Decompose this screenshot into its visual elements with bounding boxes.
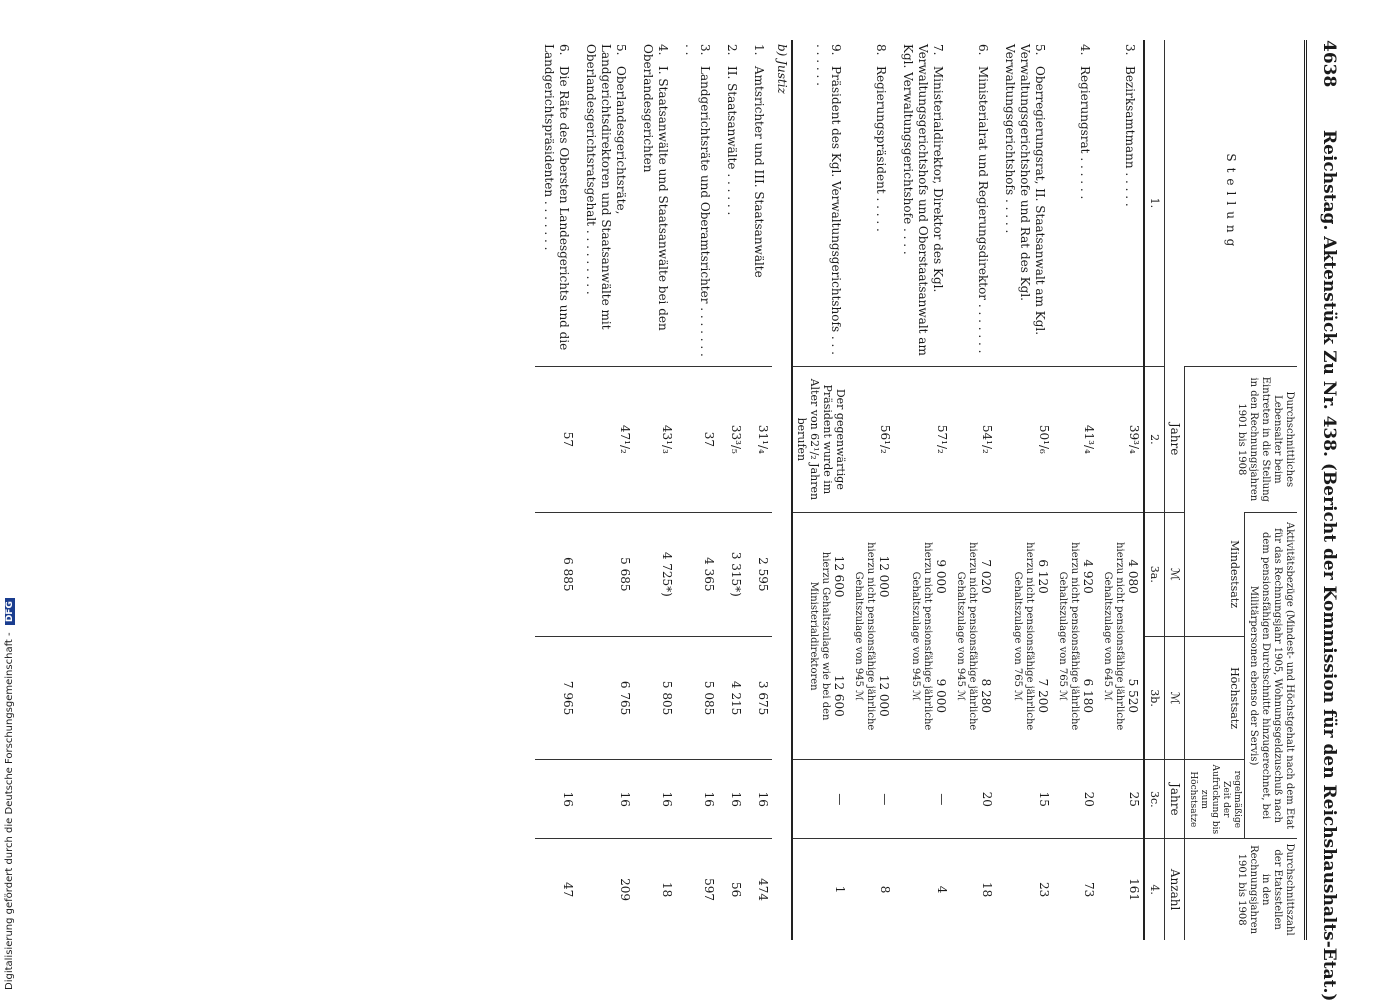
stellung-cell bbox=[745, 40, 772, 366]
mindestsatz-value: 12 600 bbox=[832, 555, 846, 598]
stellung-text: Oberregierungsrat, II. Staatsanwalt am Kgl. Verwaltungsgerichtshofe und Rat des Kgl. Verwaltungsgerichtshofs . . . . . bbox=[1003, 44, 1047, 336]
table-row bbox=[745, 40, 772, 940]
stellung-cell bbox=[718, 40, 745, 366]
hoechstsatz-value: 7 200 bbox=[1036, 678, 1050, 713]
stellung-text: Amtsrichter und III. Staatsanwälte bbox=[752, 66, 766, 278]
gehalt-cell bbox=[849, 512, 894, 759]
zeit-value: 16 bbox=[577, 760, 634, 839]
stellung-text: Oberlandesgerichtsräte, Landgerichtsdirektoren und Staatsanwälte mit Oberlandesgerichtsratsgehalt . . . . . . . . . bbox=[584, 44, 628, 330]
row-number: 1. bbox=[752, 44, 766, 56]
stellung-text: Regierungspräsident . . . . . bbox=[874, 66, 888, 232]
row-number: 3. bbox=[698, 44, 712, 56]
zeit-value: 20 bbox=[1053, 760, 1098, 839]
mindestsatz-value: 4 920 bbox=[1081, 559, 1095, 594]
anzahl-value: 8 bbox=[849, 839, 894, 940]
alter-cell: 39³/₄ bbox=[1098, 366, 1144, 512]
zeit-value: 25 bbox=[1098, 760, 1144, 839]
salary-table bbox=[535, 40, 1297, 940]
mindestsatz-value: 6 885 bbox=[535, 512, 577, 636]
anzahl-value: 4 bbox=[894, 839, 951, 940]
anzahl-value: 209 bbox=[577, 839, 634, 940]
table-row bbox=[951, 40, 996, 940]
hoechstsatz-value: 5 085 bbox=[676, 636, 718, 760]
gehaltszulage-note: hierzu Gehaltszulage wie bei den Ministerialdirektoren bbox=[808, 551, 831, 721]
table-row bbox=[535, 40, 577, 940]
row-number: 6. bbox=[557, 44, 571, 56]
row-number: 4. bbox=[1078, 44, 1092, 56]
mindestsatz-value: 3 315*) bbox=[718, 512, 745, 636]
hoechstsatz-value: 4 215 bbox=[718, 636, 745, 760]
zeit-value: 20 bbox=[951, 760, 996, 839]
alter-cell: 54¹/₂ bbox=[951, 366, 996, 512]
header-durchschnittszahl: Durchschnittszahl der Etatsstellen in den Rechnungsjahren 1901 bis 1908 bbox=[1185, 839, 1298, 940]
stellung-cell bbox=[676, 40, 718, 366]
zeit-value: 16 bbox=[676, 760, 718, 839]
colnum-3c: 3c. bbox=[1144, 760, 1165, 839]
zeit-value: 16 bbox=[535, 760, 577, 839]
gehaltszulage-note: hierzu nicht pensionsfähige jährliche Gehaltszulage von 765 ℳ bbox=[1012, 542, 1035, 731]
alter-cell: 33³/₅ bbox=[718, 366, 745, 512]
anzahl-value: 47 bbox=[535, 839, 577, 940]
gehaltszulage-note: hierzu nicht pensionsfähige jährliche Gehaltszulage von 645 ℳ bbox=[1102, 542, 1125, 731]
alter-cell: 41³/₄ bbox=[1053, 366, 1098, 512]
gehaltszulage-note: hierzu nicht pensionsfähige jährliche Gehaltszulage von 945 ℳ bbox=[955, 542, 978, 731]
gehalt-cell bbox=[951, 512, 996, 759]
alter-cell: 57¹/₂ bbox=[894, 366, 951, 512]
anzahl-value: 73 bbox=[1053, 839, 1098, 940]
row-number: 8. bbox=[874, 44, 888, 56]
mindestsatz-value: 4 080 bbox=[1126, 559, 1140, 594]
section-b-label: b) Justiz bbox=[772, 40, 792, 940]
zeit-value: — bbox=[792, 760, 849, 839]
header-rule bbox=[1304, 40, 1307, 940]
gehaltszulage-note: hierzu nicht pensionsfähige jährliche Gehaltszulage von 945 ℳ bbox=[910, 542, 933, 731]
mindestsatz-value: 5 685 bbox=[577, 512, 634, 636]
header-zeit: regelmäßige Zeit der Aufrückung bis zum Höchstsatze bbox=[1185, 760, 1245, 839]
gehalt-cell bbox=[894, 512, 951, 759]
stellung-text: Die Räte des Obersten Landesgerichts und die Landgerichtspräsidenten . . . . . . . bbox=[542, 44, 571, 351]
mindestsatz-value: 4 365 bbox=[676, 512, 718, 636]
anzahl-value: 23 bbox=[996, 839, 1053, 940]
stellung-cell bbox=[996, 40, 1053, 366]
anzahl-value: 161 bbox=[1098, 839, 1144, 940]
unit-jahre: Jahre bbox=[1165, 366, 1185, 512]
zeit-value: — bbox=[849, 760, 894, 839]
alter-cell: 47¹/₂ bbox=[577, 366, 634, 512]
gehalt-cell bbox=[1098, 512, 1144, 759]
gehalt-cell bbox=[1053, 512, 1098, 759]
alter-cell: 57 bbox=[535, 366, 577, 512]
hoechstsatz-value: 8 280 bbox=[979, 678, 993, 713]
header-anzahl: Anzahl bbox=[1165, 839, 1185, 940]
gehalt-cell bbox=[792, 512, 849, 759]
stellung-cell bbox=[792, 40, 849, 366]
stellung-text: I. Staatsanwälte und Staatsanwälte bei den Oberlandesgerichten bbox=[641, 44, 670, 331]
digitization-credit bbox=[0, 0, 30, 1000]
rotated-sheet bbox=[45, 40, 1345, 1001]
dfg-logo: DFG bbox=[5, 598, 15, 625]
table-row bbox=[634, 40, 676, 940]
anzahl-value: 18 bbox=[951, 839, 996, 940]
colnum-4: 4. bbox=[1144, 839, 1165, 940]
hoechstsatz-value: 5 520 bbox=[1126, 678, 1140, 713]
header-stellung: Stellung bbox=[1165, 40, 1298, 366]
hoechstsatz-value: 5 805 bbox=[634, 636, 676, 760]
rows-section-a bbox=[792, 40, 1144, 940]
header-hoechstsatz: Höchstsatz bbox=[1185, 636, 1245, 760]
stellung-cell bbox=[951, 40, 996, 366]
section-b-row bbox=[772, 40, 792, 940]
column-numbers bbox=[1144, 40, 1165, 940]
table-row bbox=[676, 40, 718, 940]
mindestsatz-value: 7 020 bbox=[979, 559, 993, 594]
unit-mark-max: ℳ bbox=[1165, 636, 1185, 760]
colnum-3b: 3b. bbox=[1144, 636, 1165, 760]
hoechstsatz-value: 12 000 bbox=[877, 674, 891, 717]
row-number: 4. bbox=[656, 44, 670, 56]
mindestsatz-value: 9 000 bbox=[934, 559, 948, 594]
stellung-text: Ministerialdirektor, Direktor des Kgl. Verwaltungsgerichtshofs und Oberstaatsanwalt am Kgl. Verwaltungsgerichtshofe . . . . bbox=[901, 44, 945, 356]
zeit-value: 15 bbox=[996, 760, 1053, 839]
row-number: 5. bbox=[614, 44, 628, 56]
row-number: 6. bbox=[976, 44, 990, 56]
zeit-value: 16 bbox=[634, 760, 676, 839]
row-number: 7. bbox=[931, 44, 945, 56]
stellung-text: II. Staatsanwälte . . . . . . bbox=[725, 66, 739, 216]
page-header bbox=[1307, 40, 1345, 1001]
table-row bbox=[849, 40, 894, 940]
unit-mark-min: ℳ bbox=[1165, 512, 1185, 636]
stellung-text: Landgerichtsräte und Oberamtsrichter . . . . . . . . . bbox=[683, 44, 712, 357]
stellung-text: Ministerialrat und Regierungsdirektor . . . . . . . bbox=[976, 66, 990, 354]
alter-cell: 31¹/₄ bbox=[745, 366, 772, 512]
hoechstsatz-value: 6 765 bbox=[577, 636, 634, 760]
credit-text: Digitalisierung gefördert durch die Deutsche Forschungsgemeinschaft - bbox=[4, 632, 15, 990]
colnum-1: 1. bbox=[1144, 40, 1165, 366]
row-number: 5. bbox=[1033, 44, 1047, 56]
page-number: 4638 bbox=[1319, 40, 1339, 88]
colnum-3a: 3a. bbox=[1144, 512, 1165, 636]
anzahl-value: 56 bbox=[718, 839, 745, 940]
stellung-text: Regierungsrat . . . . . . bbox=[1078, 66, 1092, 200]
unit-jahre-zeit: Jahre bbox=[1165, 760, 1185, 839]
stellung-cell bbox=[1053, 40, 1098, 366]
zeit-value: 16 bbox=[718, 760, 745, 839]
mindestsatz-value: 4 725*) bbox=[634, 512, 676, 636]
alter-cell: 56¹/₂ bbox=[849, 366, 894, 512]
row-number: 3. bbox=[1123, 44, 1137, 56]
colnum-2: 2. bbox=[1144, 366, 1165, 512]
running-title: Reichstag. Aktenstück Zu Nr. 438. (Bericht der Kommission für den Reichshaushalts-Etat.) bbox=[1319, 130, 1339, 1001]
table-row bbox=[996, 40, 1053, 940]
hoechstsatz-value: 9 000 bbox=[934, 678, 948, 713]
gehaltszulage-note: hierzu nicht pensionsfähige jährliche Gehaltszulage von 765 ℳ bbox=[1057, 542, 1080, 731]
anzahl-value: 597 bbox=[676, 839, 718, 940]
table-row bbox=[718, 40, 745, 940]
table-row bbox=[1098, 40, 1144, 940]
stellung-cell bbox=[1098, 40, 1144, 366]
stellung-text: Bezirksamtmann . . . . . bbox=[1123, 66, 1137, 207]
gehaltszulage-note: hierzu nicht pensionsfähige jährliche Gehaltszulage von 945 ℳ bbox=[853, 542, 876, 731]
anzahl-value: 1 bbox=[792, 839, 849, 940]
alter-cell: 43¹/₃ bbox=[634, 366, 676, 512]
stellung-cell bbox=[849, 40, 894, 366]
gehalt-cell bbox=[996, 512, 1053, 759]
alter-cell: Der gegenwärtige Präsident wurde im Alter von 62¹/₂ Jahren berufen bbox=[792, 366, 849, 512]
header-aktivitaet: Aktivitätsbezüge (Mindest- und Höchstgehalt nach dem Etat für das Rechnungsjahr 1905, Wohnungsgeldzuschuß nach dem pensionsfähigen Durchschnitte hinzugerechnet, bei Militärpersonen ebenso der Servis) bbox=[1245, 512, 1298, 838]
mindestsatz-value: 6 120 bbox=[1036, 559, 1050, 594]
stellung-text: Präsident des Kgl. Verwaltungsgerichtshofs . . . . . . . . . bbox=[814, 44, 843, 355]
header-row-1 bbox=[1245, 40, 1298, 940]
zeit-value: — bbox=[894, 760, 951, 839]
rows-section-b bbox=[535, 40, 772, 940]
row-number: 2. bbox=[725, 44, 739, 56]
stellung-cell bbox=[535, 40, 577, 366]
table-row bbox=[792, 40, 849, 940]
table-row bbox=[1053, 40, 1098, 940]
stellung-cell bbox=[894, 40, 951, 366]
alter-cell: 50¹/₆ bbox=[996, 366, 1053, 512]
hoechstsatz-value: 7 965 bbox=[535, 636, 577, 760]
hoechstsatz-value: 3 675 bbox=[745, 636, 772, 760]
zeit-value: 16 bbox=[745, 760, 772, 839]
mindestsatz-value: 2 595 bbox=[745, 512, 772, 636]
stellung-cell bbox=[577, 40, 634, 366]
table-row bbox=[894, 40, 951, 940]
anzahl-value: 18 bbox=[634, 839, 676, 940]
hoechstsatz-value: 6 180 bbox=[1081, 678, 1095, 713]
mindestsatz-value: 12 000 bbox=[877, 555, 891, 598]
row-number: 9. bbox=[829, 44, 843, 56]
table-row bbox=[577, 40, 634, 940]
alter-cell: 37 bbox=[676, 366, 718, 512]
anzahl-value: 474 bbox=[745, 839, 772, 940]
header-mindestsatz: Mindestsatz bbox=[1185, 512, 1245, 636]
hoechstsatz-value: 12 600 bbox=[832, 674, 846, 717]
stellung-cell bbox=[634, 40, 676, 366]
header-alter: Durchschnittliches Lebensalter beim Eintreten in die Stellung in den Rechnungsjahren 1901 bis 1908 bbox=[1185, 366, 1298, 512]
